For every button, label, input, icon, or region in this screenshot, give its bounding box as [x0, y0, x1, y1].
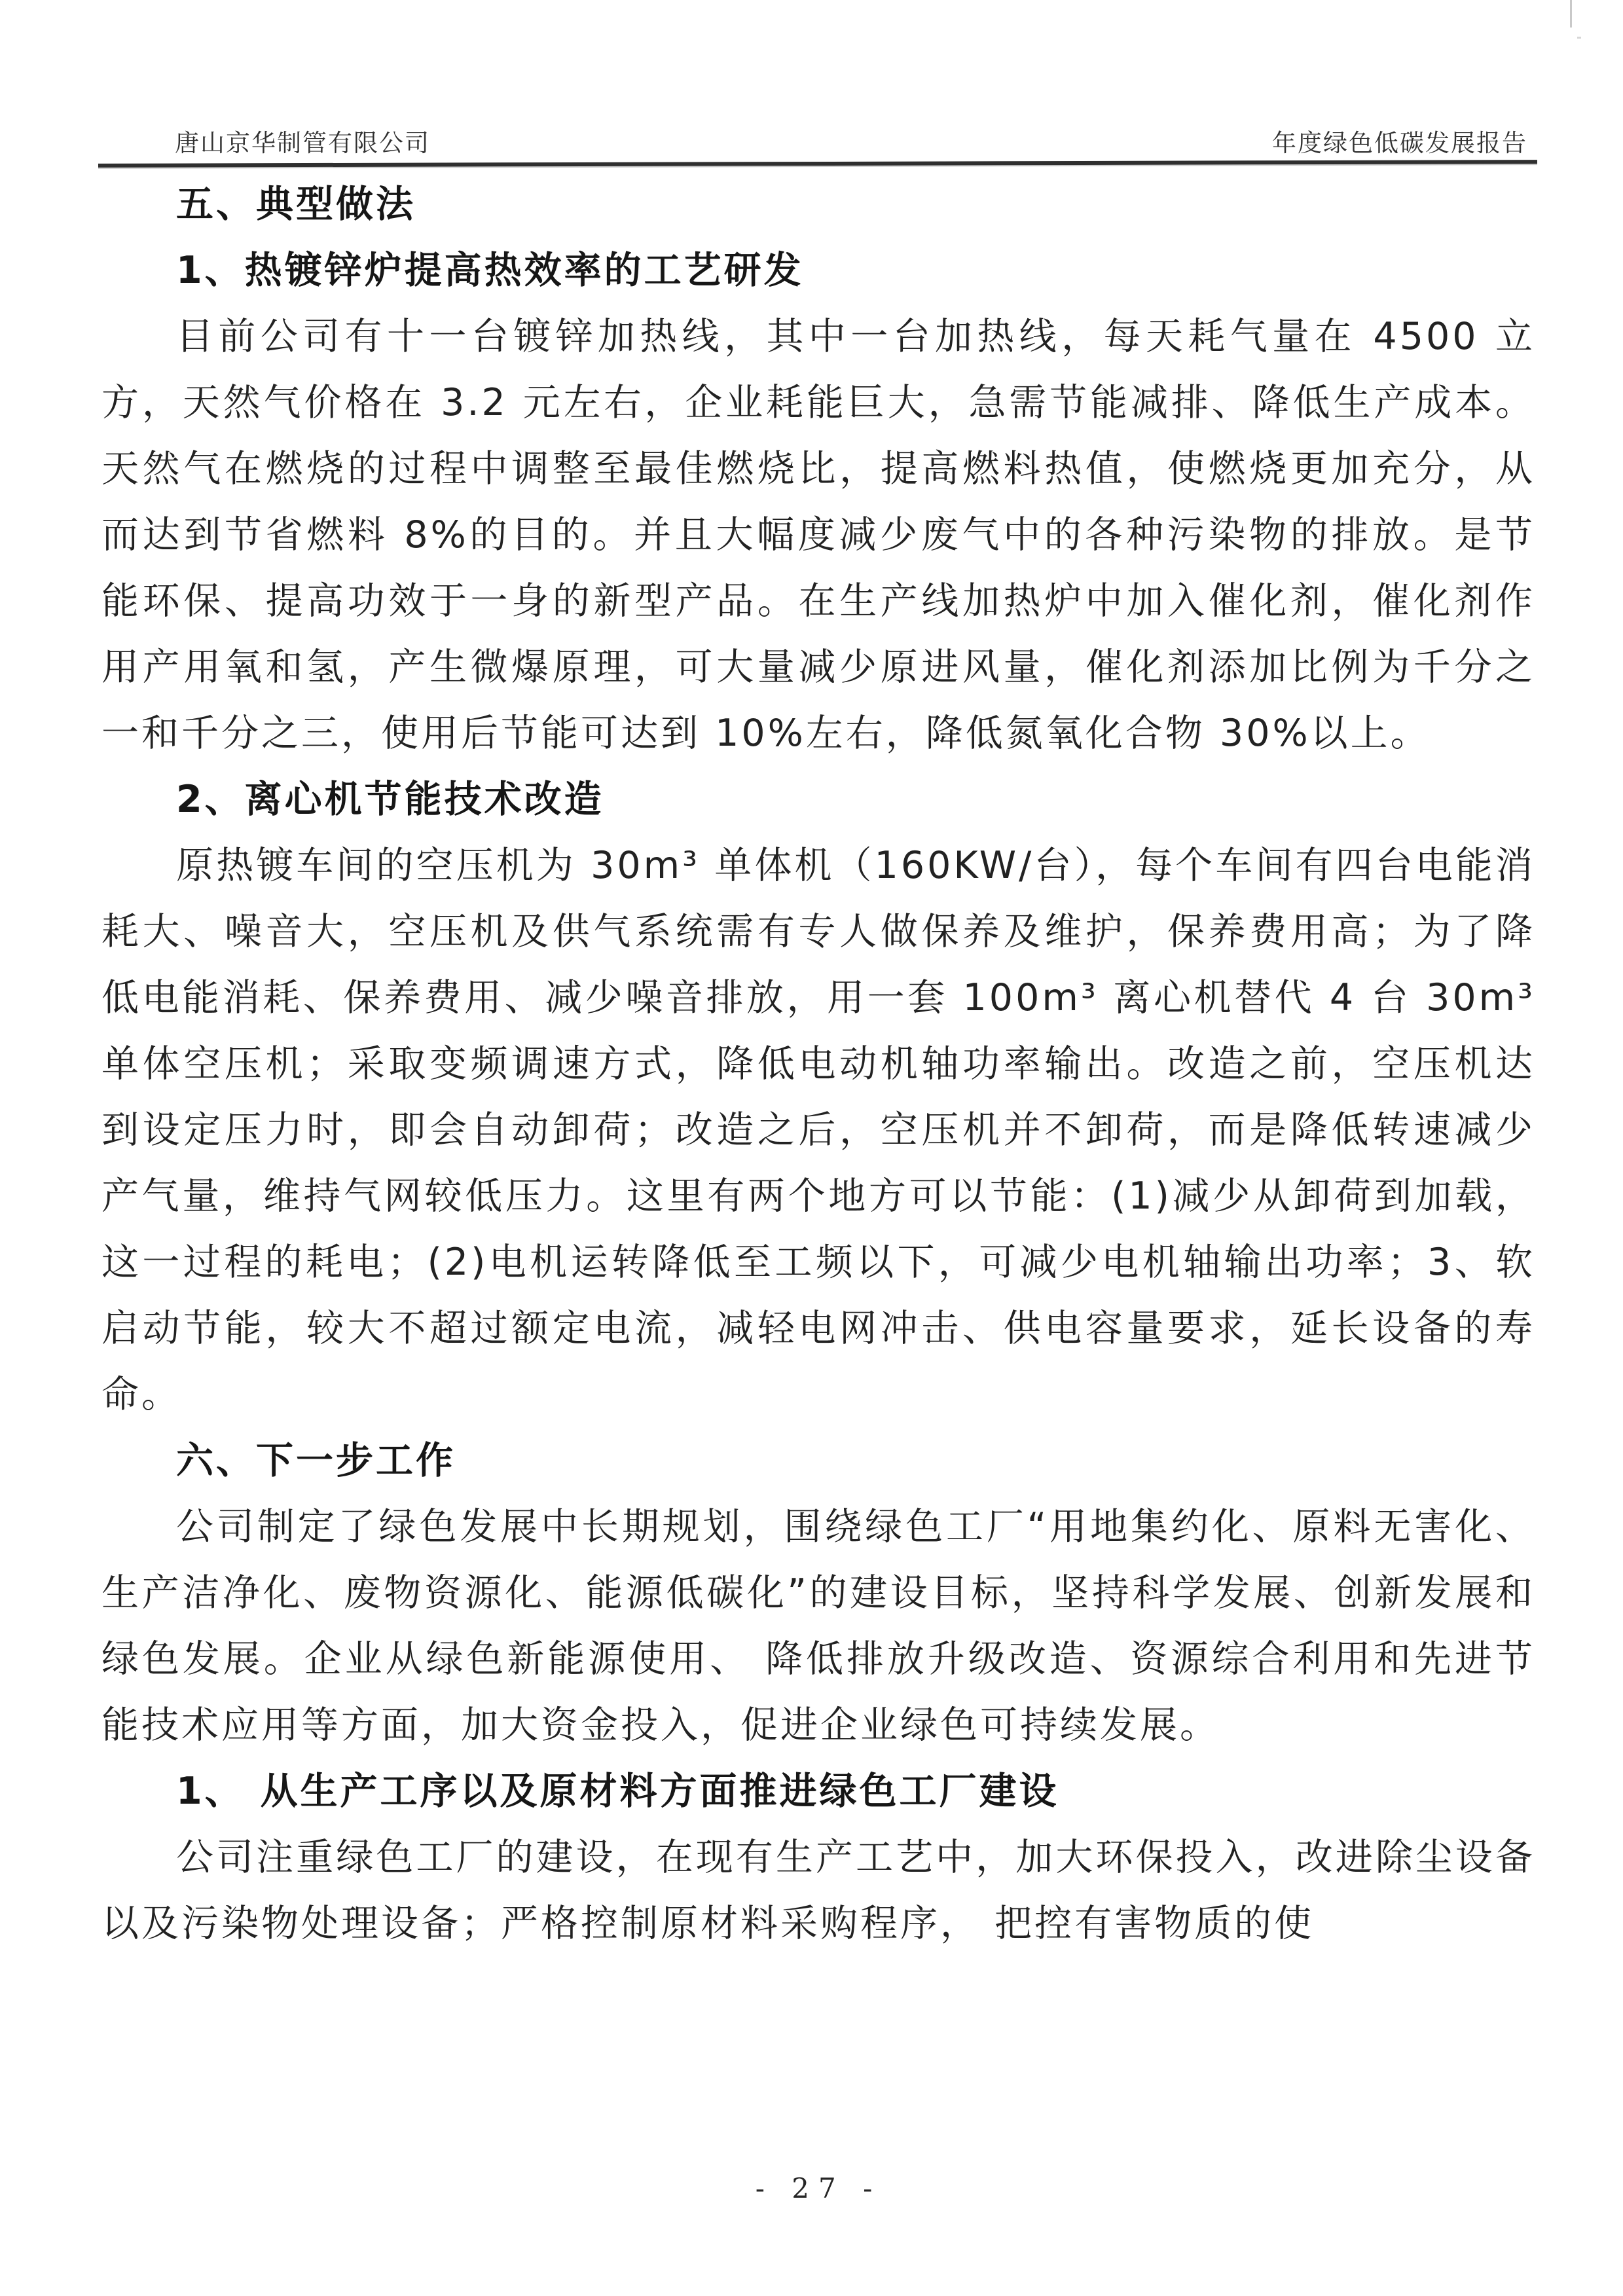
- page-header: [101, 123, 1535, 158]
- section-heading-5: 五、典型做法: [176, 183, 416, 226]
- section-heading-6: 六、下一步工作: [176, 1439, 456, 1482]
- subsection-heading-2: 2、离心机节能技术改造: [176, 778, 604, 821]
- header-company-name: 唐山京华制管有限公司: [175, 129, 430, 157]
- page-number: - 27 -: [755, 2172, 882, 2204]
- paragraph-green-factory: 公司注重绿色工厂的建设，在现有生产工艺中，加大环保投入，改进除尘设备以及污染物处理设备；严格控制原材料采购程序， 把控有害物质的使: [101, 1836, 1535, 1945]
- scan-artifact-speck: [1577, 37, 1581, 39]
- subsection-heading-next-1: 1、 从生产工序以及原材料方面推进绿色工厂建设: [176, 1770, 1059, 1813]
- paragraph-green-plan: 公司制定了绿色发展中长期规划，围绕绿色工厂“用地集约化、原料无害化、 生产洁净化、废物资源化、能源低碳化”的建设目标，坚持科学发展、创新发展和绿色发展。企业从绿色新能源使用、 降低排放升级改造、资源综合利用和先进节能技术应用等方面，加大资金投入，促进企业绿色可持续发展。: [101, 1505, 1535, 1747]
- header-report-title: 年度绿色低碳发展报告: [1272, 129, 1527, 157]
- document-body: [101, 172, 1535, 1957]
- subsection-heading-1: 1、热镀锌炉提高热效率的工艺研发: [176, 249, 804, 292]
- header-divider-rule: [98, 160, 1537, 168]
- paragraph-centrifuge-retrofit: 原热镀车间的空压机为 30m³ 单体机（160KW/台），每个车间有四台电能消耗大、噪音大，空压机及供气系统需有专人做保养及维护，保养费用高；为了降低电能消耗、保养费用、减少噪音排放，用一套 100m³ 离心机替代 4 台 30m³ 单体空压机；采取变频调速方式，降低电动机轴功率输出。改造之前，空压机达到设定压力时，即会自动卸荷；改造之后，空压机并不卸荷，而是降低转速减少产气量，维持气网较低压力。这里有两个地方可以节能：(1)减少从卸荷到加载，这一过程的耗电；(2)电机运转降低至工频以下，可减少电机轴输出功率；3、软启动节能，较大不超过额定电流，减轻电网冲击、供电容量要求，延长设备的寿命。: [101, 844, 1535, 1416]
- scan-artifact-line: [1570, 0, 1572, 27]
- paragraph-galvanizing-furnace: 目前公司有十一台镀锌加热线，其中一台加热线，每天耗气量在 4500 立方，天然气价格在 3.2 元左右，企业耗能巨大，急需节能减排、降低生产成本。天然气在燃烧的过程中调整至最佳燃烧比，提高燃料热值，使燃烧更加充分，从而达到节省燃料 8%的目的。并且大幅度减少废气中的各种污染物的排放。是节能环保、提高功效于一身的新型产品。在生产线加热炉中加入催化剂，催化剂作用产用氧和氢，产生微爆原理，可大量减少原进风量，催化剂添加比例为千分之一和千分之三，使用后节能可达到 10%左右，降低氮氧化合物 30%以上。: [101, 315, 1535, 755]
